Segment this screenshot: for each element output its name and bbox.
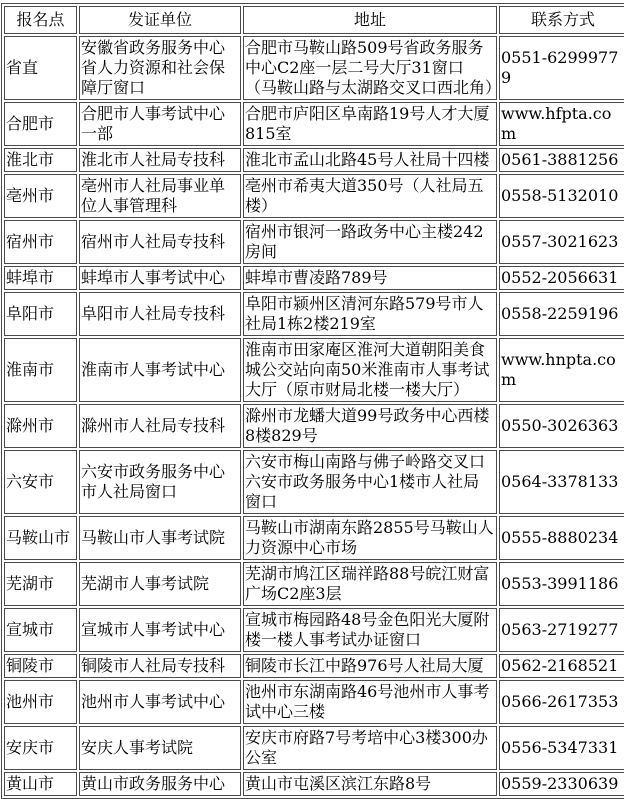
- city-cell: 蚌埠市: [4, 266, 77, 290]
- address-cell: 阜阳市颍州区清河东路579号市人社局1栋2楼219室: [243, 292, 497, 336]
- contact-cell: 0566-2617353: [499, 680, 624, 724]
- address-cell: 滁州市龙蟠大道99号政务中心西楼8楼829号: [243, 404, 497, 448]
- contact-cell: 0551-62999779: [499, 36, 624, 100]
- header-address: 地址: [243, 6, 497, 34]
- issuer-cell: 亳州市人社局事业单位人事管理科: [79, 174, 241, 218]
- issuer-cell: 合肥市人事考试中心一部: [79, 102, 241, 146]
- table-row: [4, 292, 624, 336]
- issuer-cell: 阜阳市人社局专技科: [79, 292, 241, 336]
- city-cell: 滁州市: [4, 404, 77, 448]
- address-cell: 池州市东湖南路46号池州市人事考试中心三楼: [243, 680, 497, 724]
- contact-cell: 0555-8880234: [499, 516, 624, 560]
- contact-cell: www.hnpta.com: [499, 338, 624, 402]
- header-issuing-unit: 发证单位: [79, 6, 241, 34]
- issuer-cell: 宿州市人社局专技科: [79, 220, 241, 264]
- city-cell: 黄山市: [4, 772, 77, 796]
- city-cell: 淮南市: [4, 338, 77, 402]
- contact-cell: 0558-2259196: [499, 292, 624, 336]
- issuer-cell: 淮南市人事考试中心: [79, 338, 241, 402]
- issuer-cell: 蚌埠市人事考试中心: [79, 266, 241, 290]
- table-row: [4, 148, 624, 172]
- header-registration-point: 报名点: [4, 6, 77, 34]
- address-cell: 宿州市银河一路政务中心主楼242房间: [243, 220, 497, 264]
- city-cell: 六安市: [4, 450, 77, 514]
- city-cell: 宣城市: [4, 608, 77, 652]
- contact-cell: 0562-2168521: [499, 654, 624, 678]
- contact-cell: 0558-5132010: [499, 174, 624, 218]
- address-cell: 淮南市田家庵区淮河大道朝阳美食城公交站向南50米淮南市人事考试大厅（原市财局北楼一楼大厅）: [243, 338, 497, 402]
- address-cell: 芜湖市鸠江区瑞祥路88号皖江财富广场C2座3层: [243, 562, 497, 606]
- city-cell: 芜湖市: [4, 562, 77, 606]
- issuer-cell: 淮北市人社局专技科: [79, 148, 241, 172]
- table-row: [4, 516, 624, 560]
- issuer-cell: 六安市政务服务中心市人社局窗口: [79, 450, 241, 514]
- address-cell: 六安市梅山南路与佛子岭路交叉口六安市政务服务中心1楼市人社局窗口: [243, 450, 497, 514]
- address-cell: 安庆市府路7号考培中心3楼300办公室: [243, 726, 497, 770]
- header-contact: 联系方式: [499, 6, 624, 34]
- contact-cell: 0556-5347331: [499, 726, 624, 770]
- table-body: [4, 36, 624, 796]
- contact-cell: 0559-2330639: [499, 772, 624, 796]
- issuer-cell: 池州市人事考试中心: [79, 680, 241, 724]
- table-row: [4, 36, 624, 100]
- issuer-cell: 铜陵市人社局专技科: [79, 654, 241, 678]
- city-cell: 亳州市: [4, 174, 77, 218]
- address-cell: 马鞍山市湖南东路2855号马鞍山人力资源中心市场: [243, 516, 497, 560]
- table-row: [4, 654, 624, 678]
- city-cell: 淮北市: [4, 148, 77, 172]
- city-cell: 铜陵市: [4, 654, 77, 678]
- city-cell: 合肥市: [4, 102, 77, 146]
- city-cell: 省直: [4, 36, 77, 100]
- city-cell: 宿州市: [4, 220, 77, 264]
- issuer-cell: 宣城市人事考试中心: [79, 608, 241, 652]
- city-cell: 池州市: [4, 680, 77, 724]
- address-cell: 合肥市庐阳区阜南路19号人才大厦815室: [243, 102, 497, 146]
- table-row: [4, 726, 624, 770]
- issuer-cell: 滁州市人社局专技科: [79, 404, 241, 448]
- table-row: [4, 266, 624, 290]
- address-cell: 黄山市屯溪区滨江东路8号: [243, 772, 497, 796]
- issuer-cell: 黄山市政务服务中心: [79, 772, 241, 796]
- contact-cell: 0563-2719277: [499, 608, 624, 652]
- city-cell: 马鞍山市: [4, 516, 77, 560]
- issuer-cell: 安徽省政务服务中心省人力资源和社会保障厅窗口: [79, 36, 241, 100]
- table-row: [4, 102, 624, 146]
- table-row: [4, 404, 624, 448]
- contact-cell: 0553-3991186: [499, 562, 624, 606]
- address-cell: 宣城市梅园路48号金色阳光大厦附楼一楼人事考试办证窗口: [243, 608, 497, 652]
- address-cell: 合肥市马鞍山路509号省政务服务中心C2座一层二号大厅31窗口（马鞍山路与太湖路交叉口西北角）: [243, 36, 497, 100]
- address-cell: 蚌埠市曹凌路789号: [243, 266, 497, 290]
- contact-cell: www.hfpta.com: [499, 102, 624, 146]
- contact-cell: 0552-2056631: [499, 266, 624, 290]
- header-row: [4, 6, 624, 34]
- contact-cell: 0550-3026363: [499, 404, 624, 448]
- table-row: [4, 608, 624, 652]
- issuer-cell: 安庆人事考试院: [79, 726, 241, 770]
- issuer-cell: 芜湖市人事考试院: [79, 562, 241, 606]
- table-row: [4, 174, 624, 218]
- contact-cell: 0564-3378133: [499, 450, 624, 514]
- address-cell: 淮北市孟山北路45号人社局十四楼: [243, 148, 497, 172]
- table-row: [4, 450, 624, 514]
- table-row: [4, 680, 624, 724]
- table-row: [4, 562, 624, 606]
- table-row: [4, 772, 624, 796]
- table-row: [4, 220, 624, 264]
- registration-contact-table: [1, 3, 624, 799]
- city-cell: 安庆市: [4, 726, 77, 770]
- issuer-cell: 马鞍山市人事考试院: [79, 516, 241, 560]
- contact-cell: 0561-3881256: [499, 148, 624, 172]
- contact-cell: 0557-3021623: [499, 220, 624, 264]
- table-row: [4, 338, 624, 402]
- city-cell: 阜阳市: [4, 292, 77, 336]
- address-cell: 亳州市希夷大道350号（人社局五楼）: [243, 174, 497, 218]
- address-cell: 铜陵市长江中路976号人社局大厦: [243, 654, 497, 678]
